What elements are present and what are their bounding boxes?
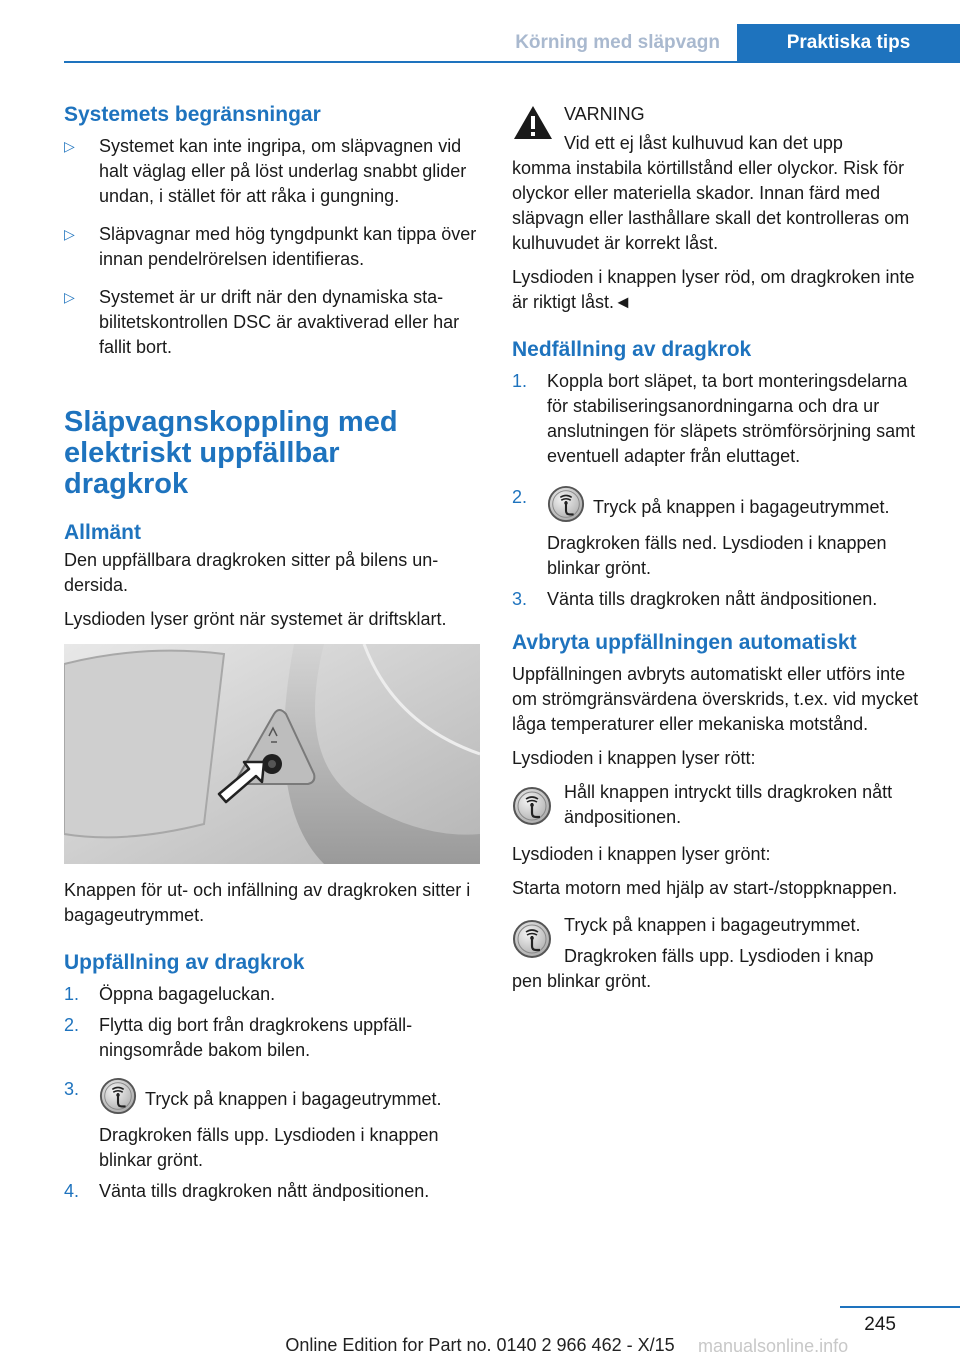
warning-triangle-icon bbox=[512, 104, 554, 142]
green-led-paragraph: Starta motorn med hjälp av start-/stoppknappen. bbox=[512, 878, 898, 898]
warning-text: Vid ett ej låst kulhuvud kan det upp bbox=[564, 133, 843, 153]
general-paragraph: Lysdioden lyser grönt när systemet är driftsklart. bbox=[64, 609, 447, 629]
warning-title: VARNING bbox=[564, 104, 645, 124]
list-item: 3. Tryck på knappen i bagageutrymmet. Dragkroken fälls upp. Lysdioden i knappen blinkar grönt. bbox=[64, 1079, 442, 1170]
header-rule bbox=[64, 61, 960, 63]
abort-paragraph: Uppfällningen avbryts automatiskt eller utförs inte om strömgränsvärdena överskrids, t.ex. vid mycket låga temperaturer eller mekaniska motstånd. bbox=[512, 664, 919, 734]
hitch-button-icon bbox=[512, 919, 552, 959]
list-item: ▷ Systemet kan inte ingripa, om släpvagnen vid halt väglag eller på löst underlag snabbt glider undan, i stället för att råka i gungning. bbox=[64, 136, 467, 206]
warning-note: Lysdioden i knappen lyser röd, om dragkroken inte är riktigt låst.◄ bbox=[512, 267, 915, 312]
red-led-lead: Lysdioden i knappen lyser rött: bbox=[512, 748, 756, 768]
fold-up-steps bbox=[64, 982, 480, 1204]
list-item: 1. Öppna bagageluckan. bbox=[64, 984, 276, 1004]
footer-rule bbox=[840, 1306, 960, 1308]
general-heading: Allmänt bbox=[64, 521, 142, 544]
main-heading: Släpvagnskoppling med elektriskt uppfällbar dragkrok bbox=[64, 406, 398, 500]
hitch-button-icon bbox=[99, 1077, 137, 1115]
list-item: ▷ Släpvagnar med hög tyngdpunkt kan tippa över innan pendelrörelsen identifieras. bbox=[64, 224, 477, 269]
fold-down-steps bbox=[512, 369, 928, 612]
triangle-bullet-icon: ▷ bbox=[64, 138, 75, 154]
abort-heading: Avbryta uppfällningen automatiskt bbox=[512, 631, 857, 654]
hitch-button-icon bbox=[547, 485, 585, 523]
page-number: 245 bbox=[864, 1314, 896, 1335]
warning-box bbox=[512, 102, 928, 256]
section-title: Körning med släpvagn bbox=[515, 32, 720, 53]
red-led-instruction: Håll knappen intryckt tills dragkroken nått ändpositionen. bbox=[512, 780, 928, 830]
fold-up-heading: Uppfällning av dragkrok bbox=[64, 951, 305, 974]
triangle-bullet-icon: ▷ bbox=[64, 226, 75, 242]
photo-caption: Knappen för ut- och infällning av dragkroken sitter i bagageutrymmet. bbox=[64, 880, 471, 925]
list-item: ▷ Systemet är ur drift när den dynamiska stabilitetskontrollen DSC är avaktiverad eller har fallit bort. bbox=[64, 287, 460, 357]
edition-line: Online Edition for Part no. 0140 2 966 462 - X/15 bbox=[285, 1335, 675, 1355]
list-item: 3. Vänta tills dragkroken nått ändpositionen. bbox=[512, 589, 878, 609]
limits-heading: Systemets begränsningar bbox=[64, 103, 321, 126]
green-led-instruction: Tryck på knappen i bagageutrymmet. Dragkroken fälls upp. Lysdioden i knap pen blinkar grönt. bbox=[512, 915, 874, 991]
hitch-button-icon bbox=[512, 786, 552, 826]
left-column bbox=[64, 100, 480, 1210]
list-item: 2. Flytta dig bort från dragkrokens uppfällningsområde bakom bilen. bbox=[64, 1015, 413, 1060]
general-paragraph: Den uppfällbara dragkroken sitter på bilens undersida. bbox=[64, 550, 439, 595]
right-column bbox=[512, 100, 928, 1003]
list-item: 4. Vänta tills dragkroken nått ändpositionen. bbox=[64, 1181, 430, 1201]
page-header bbox=[0, 0, 960, 62]
green-led-lead: Lysdioden i knappen lyser grönt: bbox=[512, 844, 771, 864]
fold-down-heading: Nedfällning av dragkrok bbox=[512, 338, 752, 361]
limits-list bbox=[64, 134, 480, 360]
trunk-button-photo bbox=[64, 644, 480, 864]
list-item: 2. Tryck på knappen i bagageutrymmet. Dragkroken fälls ned. Lysdioden i knappen blinkar grönt. bbox=[512, 487, 890, 578]
triangle-bullet-icon: ▷ bbox=[64, 289, 75, 305]
warning-text: komma instabila körtillstånd eller olyckor. Risk för olyckor eller materiella skador. Innan färd med släpvagn eller lasthållare skall det kontrolleras om kulhuvudet är korrekt låst. bbox=[512, 158, 910, 253]
watermark: manualsonline.info bbox=[698, 1336, 849, 1356]
chapter-tab: Praktiska tips bbox=[737, 24, 960, 62]
list-item: 1. Koppla bort släpet, ta bort monteringsdelarna för stabiliseringsanordningarna och dra ur anslutningen för släpets strömförsörjning samt eventuell adapter från eluttaget. bbox=[512, 371, 916, 466]
